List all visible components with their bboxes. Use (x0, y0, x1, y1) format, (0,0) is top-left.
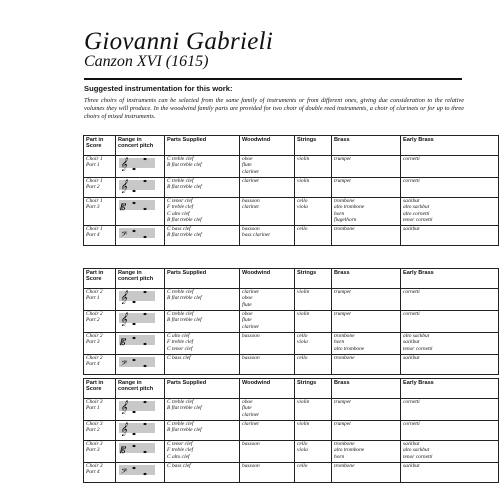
strings-cell (295, 178, 332, 198)
table-row (84, 333, 499, 355)
part-label: Part 1 (86, 405, 100, 412)
early-brass-cell (401, 156, 499, 178)
parts-supplied-cell (165, 198, 240, 226)
strings-cell-line: violin (297, 178, 310, 184)
table-header-row (84, 379, 499, 399)
brass-cell (332, 198, 401, 226)
early-brass-cell (401, 333, 499, 355)
early-brass-cell (401, 441, 499, 463)
treble-clef-staff-icon (118, 289, 156, 304)
brass-cell-line: trumpet (334, 311, 351, 317)
parts-supplied-cell-line: B flat treble clef (167, 216, 202, 223)
header-early-brass: Early Brass (401, 379, 499, 399)
parts-supplied-cell-line: B flat treble clef (167, 405, 202, 412)
strings-cell (295, 289, 332, 311)
parts-supplied-cell (165, 333, 240, 355)
strings-cell (295, 355, 332, 375)
svg-text:𝄞: 𝄞 (120, 400, 128, 414)
svg-text:𝄢: 𝄢 (120, 360, 126, 370)
woodwind-cell-line: bass clarinet (242, 232, 270, 239)
strings-cell-line: violin (297, 311, 310, 317)
part-cell (84, 441, 116, 463)
strings-cell (295, 399, 332, 421)
range-cell (116, 463, 165, 483)
header-brass: Brass (332, 379, 401, 399)
part-label: Part 1 (86, 295, 100, 302)
early-brass-cell (401, 289, 499, 311)
strings-cell (295, 333, 332, 355)
parts-supplied-cell-line: C alto clef (167, 453, 190, 460)
parts-supplied-cell-line: B flat treble clef (167, 427, 202, 434)
header-woodwind: Woodwind (240, 379, 295, 399)
woodwind-cell (240, 355, 295, 375)
early-brass-cell-line: cornetti (403, 156, 420, 162)
header-early-brass: Early Brass (401, 136, 499, 156)
parts-supplied-cell-line: C bass clef (167, 463, 191, 469)
strings-cell-line: violin (297, 289, 310, 295)
strings-cell-line: cello (297, 463, 308, 469)
parts-supplied-cell-line: C tenor clef (167, 198, 193, 204)
table-header-row (84, 136, 499, 156)
woodwind-cell-line: oboe (242, 295, 253, 302)
table-row (84, 226, 499, 246)
svg-text:𝄡: 𝄡 (120, 446, 126, 456)
brass-cell (332, 421, 401, 441)
header-strings: Strings (295, 136, 332, 156)
header-range: Range in concert pitch (116, 269, 165, 289)
strings-cell (295, 198, 332, 226)
early-brass-cell-line: tenor cornetti (403, 345, 433, 352)
woodwind-cell-line: flute (242, 301, 252, 308)
range-cell (116, 355, 165, 375)
early-brass-cell-line: sackbut (403, 463, 420, 469)
parts-supplied-cell (165, 178, 240, 198)
parts-supplied-cell (165, 421, 240, 441)
title-rule (84, 78, 462, 80)
early-brass-cell (401, 311, 499, 333)
parts-supplied-cell-line: C tenor clef (167, 441, 193, 447)
header-parts-supplied: Parts Supplied (165, 136, 240, 156)
range-cell (116, 399, 165, 421)
choir-label: Choir 2 (86, 355, 103, 361)
svg-text:𝄞: 𝄞 (120, 422, 128, 436)
header-range: Range in concert pitch (116, 379, 165, 399)
woodwind-cell (240, 421, 295, 441)
svg-text:𝄞: 𝄞 (120, 179, 128, 193)
woodwind-cell-line: clarinet (242, 178, 259, 184)
table-row (84, 289, 499, 311)
woodwind-cell-line: clarinet (242, 323, 259, 330)
header-parts-supplied: Parts Supplied (165, 269, 240, 289)
treble-clef-staff-icon (118, 399, 156, 414)
table-header-row (84, 269, 499, 289)
range-cell (116, 441, 165, 463)
strings-cell-line: violin (297, 156, 310, 162)
parts-supplied-cell-line: C treble clef (167, 178, 194, 184)
brass-cell-line: trombone (334, 226, 355, 232)
treble-clef-staff-icon (118, 421, 156, 436)
choir-label: Choir 1 (86, 156, 103, 162)
table-row (84, 355, 499, 375)
early-brass-cell (401, 463, 499, 483)
strings-cell-line: cello (297, 198, 308, 204)
brass-cell (332, 333, 401, 355)
table-row (84, 178, 499, 198)
parts-supplied-cell (165, 355, 240, 375)
woodwind-cell-line: bassoon (242, 333, 260, 339)
svg-text:𝄡: 𝄡 (120, 203, 126, 213)
woodwind-cell-line: clarinet (242, 421, 259, 427)
brass-cell (332, 226, 401, 246)
parts-supplied-cell-line: B flat treble clef (167, 162, 202, 169)
parts-supplied-cell-line: B flat treble clef (167, 317, 202, 324)
part-cell (84, 333, 116, 355)
parts-supplied-cell (165, 311, 240, 333)
early-brass-cell-line: sackbut (403, 198, 420, 204)
early-brass-cell-line: cornetti (403, 311, 420, 317)
brass-cell-line: trumpet (334, 156, 351, 162)
brass-cell-line: flugelhorn (334, 216, 357, 223)
svg-text:𝄢: 𝄢 (120, 231, 126, 241)
alto-clef-staff-icon (118, 198, 156, 213)
woodwind-cell-line: flute (242, 317, 252, 324)
woodwind-cell-line: oboe (242, 311, 253, 317)
woodwind-cell (240, 226, 295, 246)
woodwind-cell-line: clarinet (242, 168, 259, 175)
table-row (84, 463, 499, 483)
header-strings: Strings (295, 269, 332, 289)
brass-cell-line: trumpet (334, 289, 351, 295)
early-brass-cell-line: tenor cornetti (403, 453, 433, 460)
brass-cell (332, 156, 401, 178)
brass-cell-line: alto trombone (334, 345, 365, 352)
woodwind-cell-line: bassoon (242, 355, 260, 361)
header-woodwind: Woodwind (240, 269, 295, 289)
brass-cell-line: trumpet (334, 399, 351, 405)
brass-cell (332, 178, 401, 198)
brass-cell-line: trumpet (334, 421, 351, 427)
early-brass-cell (401, 399, 499, 421)
woodwind-cell (240, 463, 295, 483)
woodwind-cell-line: oboe (242, 156, 253, 162)
work-subtitle: Canzon XVI (1615) (84, 53, 209, 70)
strings-cell-line: viola (297, 339, 308, 346)
table-row (84, 399, 499, 421)
woodwind-cell-line: oboe (242, 399, 253, 405)
svg-text:𝄞: 𝄞 (120, 157, 128, 171)
strings-cell (295, 463, 332, 483)
part-label: Part 2 (86, 427, 100, 434)
woodwind-cell-line: bassoon (242, 441, 260, 447)
svg-text:𝄡: 𝄡 (120, 338, 126, 348)
woodwind-cell-line: clarinet (242, 204, 259, 211)
header-part: Part in Score (84, 379, 116, 399)
parts-supplied-cell-line: F treble clef (167, 339, 194, 346)
brass-cell-line: trombone (334, 463, 355, 469)
early-brass-cell-line: cornetti (403, 289, 420, 295)
strings-cell (295, 311, 332, 333)
brass-cell (332, 399, 401, 421)
svg-text:𝄢: 𝄢 (120, 468, 126, 478)
strings-cell (295, 156, 332, 178)
part-label: Part 3 (86, 339, 100, 346)
brass-cell-line: trombone (334, 198, 355, 204)
header-part: Part in Score (84, 269, 116, 289)
strings-cell-line: violin (297, 399, 310, 405)
strings-cell-line: viola (297, 447, 308, 454)
early-brass-cell (401, 421, 499, 441)
part-label: Part 4 (86, 361, 100, 368)
range-cell (116, 198, 165, 226)
woodwind-cell (240, 399, 295, 421)
woodwind-cell-line: bassoon (242, 226, 260, 232)
bass-clef-staff-icon (118, 463, 156, 478)
treble-clef-staff-icon (118, 311, 156, 326)
choir-label: Choir 3 (86, 399, 103, 405)
svg-text:𝄞: 𝄞 (120, 312, 128, 326)
woodwind-cell-line: bassoon (242, 198, 260, 204)
parts-supplied-cell-line: B flat treble clef (167, 184, 202, 191)
choir-label: Choir 1 (86, 226, 103, 232)
choir-label: Choir 3 (86, 441, 103, 447)
parts-supplied-cell-line: B flat treble clef (167, 295, 202, 302)
table-row (84, 441, 499, 463)
choir-label: Choir 1 (86, 198, 103, 204)
header-woodwind: Woodwind (240, 136, 295, 156)
brass-cell-line: alto trombone (334, 204, 365, 211)
choir-table-1 (83, 135, 499, 246)
parts-supplied-cell-line: C treble clef (167, 289, 194, 295)
strings-cell-line: viola (297, 204, 308, 211)
brass-cell (332, 355, 401, 375)
woodwind-cell (240, 311, 295, 333)
brass-cell-line: trumpet (334, 178, 351, 184)
parts-supplied-cell (165, 441, 240, 463)
part-cell (84, 355, 116, 375)
parts-supplied-cell-line: F treble clef (167, 204, 194, 211)
treble-clef-staff-icon (118, 156, 156, 171)
header-strings: Strings (295, 379, 332, 399)
parts-supplied-cell (165, 399, 240, 421)
early-brass-cell-line: cornetti (403, 178, 420, 184)
part-label: Part 2 (86, 184, 100, 191)
header-brass: Brass (332, 269, 401, 289)
woodwind-cell (240, 289, 295, 311)
strings-cell-line: cello (297, 441, 308, 447)
alto-clef-staff-icon (118, 333, 156, 348)
early-brass-cell-line: alto cornetti (403, 210, 430, 217)
early-brass-cell-line: cornetti (403, 421, 420, 427)
range-cell (116, 289, 165, 311)
part-cell (84, 226, 116, 246)
parts-supplied-cell-line: C treble clef (167, 421, 194, 427)
early-brass-cell-line: alto sackbut (403, 333, 430, 339)
strings-cell (295, 226, 332, 246)
header-range: Range in concert pitch (116, 136, 165, 156)
woodwind-cell (240, 198, 295, 226)
part-cell (84, 198, 116, 226)
brass-cell-line: trombone (334, 441, 355, 447)
strings-cell (295, 421, 332, 441)
part-cell (84, 399, 116, 421)
brass-cell-line: horn (334, 210, 345, 217)
brass-cell (332, 311, 401, 333)
parts-supplied-cell-line: C alto clef (167, 333, 190, 339)
early-brass-cell-line: sackbut (403, 226, 420, 232)
woodwind-cell-line: clarinet (242, 289, 259, 295)
woodwind-cell-line: flute (242, 405, 252, 412)
part-cell (84, 463, 116, 483)
early-brass-cell-line: sackbut (403, 339, 420, 346)
part-cell (84, 311, 116, 333)
brass-cell-line: alto trombone (334, 447, 365, 454)
woodwind-cell (240, 156, 295, 178)
strings-cell (295, 441, 332, 463)
range-cell (116, 226, 165, 246)
part-cell (84, 421, 116, 441)
table-row (84, 198, 499, 226)
parts-supplied-cell-line: B flat treble clef (167, 232, 202, 239)
choir-label: Choir 2 (86, 333, 103, 339)
woodwind-cell-line: flute (242, 162, 252, 169)
strings-cell-line: violin (297, 421, 310, 427)
early-brass-cell (401, 198, 499, 226)
part-label: Part 1 (86, 162, 100, 169)
early-brass-cell (401, 355, 499, 375)
range-cell (116, 311, 165, 333)
parts-supplied-cell-line: C bass clef (167, 226, 191, 232)
choir-label: Choir 3 (86, 463, 103, 469)
part-cell (84, 156, 116, 178)
svg-text:𝄞: 𝄞 (120, 290, 128, 304)
strings-cell-line: cello (297, 226, 308, 232)
table-row (84, 156, 499, 178)
parts-supplied-cell-line: C bass clef (167, 355, 191, 361)
header-brass: Brass (332, 136, 401, 156)
parts-supplied-cell-line: C treble clef (167, 399, 194, 405)
early-brass-cell-line: sackbut (403, 355, 420, 361)
woodwind-cell (240, 333, 295, 355)
brass-cell (332, 441, 401, 463)
parts-supplied-cell (165, 463, 240, 483)
alto-clef-staff-icon (118, 441, 156, 456)
parts-supplied-cell-line: C treble clef (167, 311, 194, 317)
header-part: Part in Score (84, 136, 116, 156)
brass-cell-line: horn (334, 453, 345, 460)
range-cell (116, 333, 165, 355)
part-cell (84, 178, 116, 198)
parts-supplied-cell (165, 156, 240, 178)
part-label: Part 3 (86, 447, 100, 454)
brass-cell-line: trombone (334, 355, 355, 361)
part-label: Part 4 (86, 469, 100, 476)
parts-supplied-cell-line: C treble clef (167, 156, 194, 162)
part-label: Part 4 (86, 232, 100, 239)
brass-cell (332, 289, 401, 311)
strings-cell-line: cello (297, 333, 308, 339)
early-brass-cell-line: alto sackbut (403, 204, 430, 211)
early-brass-cell-line: cornetti (403, 399, 420, 405)
early-brass-cell-line: tenor cornetti (403, 216, 433, 223)
table-row (84, 311, 499, 333)
choir-table-3 (83, 378, 499, 483)
range-cell (116, 156, 165, 178)
choir-label: Choir 2 (86, 289, 103, 295)
table-row (84, 421, 499, 441)
treble-clef-staff-icon (118, 178, 156, 193)
brass-cell-line: trombone (334, 333, 355, 339)
composer-title: Giovanni Gabrieli (84, 28, 274, 55)
range-cell (116, 178, 165, 198)
bass-clef-staff-icon (118, 226, 156, 241)
choir-label: Choir 3 (86, 421, 103, 427)
parts-supplied-cell (165, 289, 240, 311)
choir-label: Choir 2 (86, 311, 103, 317)
woodwind-cell (240, 441, 295, 463)
header-parts-supplied: Parts Supplied (165, 379, 240, 399)
parts-supplied-cell (165, 226, 240, 246)
header-early-brass: Early Brass (401, 269, 499, 289)
early-brass-cell-line: sackbut (403, 441, 420, 447)
woodwind-cell-line: clarinet (242, 411, 259, 418)
early-brass-cell (401, 226, 499, 246)
strings-cell-line: cello (297, 355, 308, 361)
parts-supplied-cell-line: F treble clef (167, 447, 194, 454)
choir-label: Choir 1 (86, 178, 103, 184)
intro-paragraph: Three choirs of instruments can be selected from the same family of instruments or from different ones, giving due consideration to the relative volumes they will produce. In the woodwind family parts are provided for two choir of double reed instruments, a choir of clarinets or for up to three choirs of mixed instruments. (84, 97, 464, 121)
part-cell (84, 289, 116, 311)
early-brass-cell-line: alto sackbut (403, 447, 430, 454)
part-label: Part 2 (86, 317, 100, 324)
brass-cell (332, 463, 401, 483)
parts-supplied-cell-line: C tenor clef (167, 345, 193, 352)
brass-cell-line: horn (334, 339, 345, 346)
range-cell (116, 421, 165, 441)
woodwind-cell (240, 178, 295, 198)
parts-supplied-cell-line: C alto clef (167, 210, 190, 217)
bass-clef-staff-icon (118, 355, 156, 370)
choir-table-2 (83, 268, 499, 375)
woodwind-cell-line: bassoon (242, 463, 260, 469)
suggested-heading: Suggested instrumentation for this work: (84, 84, 233, 93)
early-brass-cell (401, 178, 499, 198)
part-label: Part 3 (86, 204, 100, 211)
